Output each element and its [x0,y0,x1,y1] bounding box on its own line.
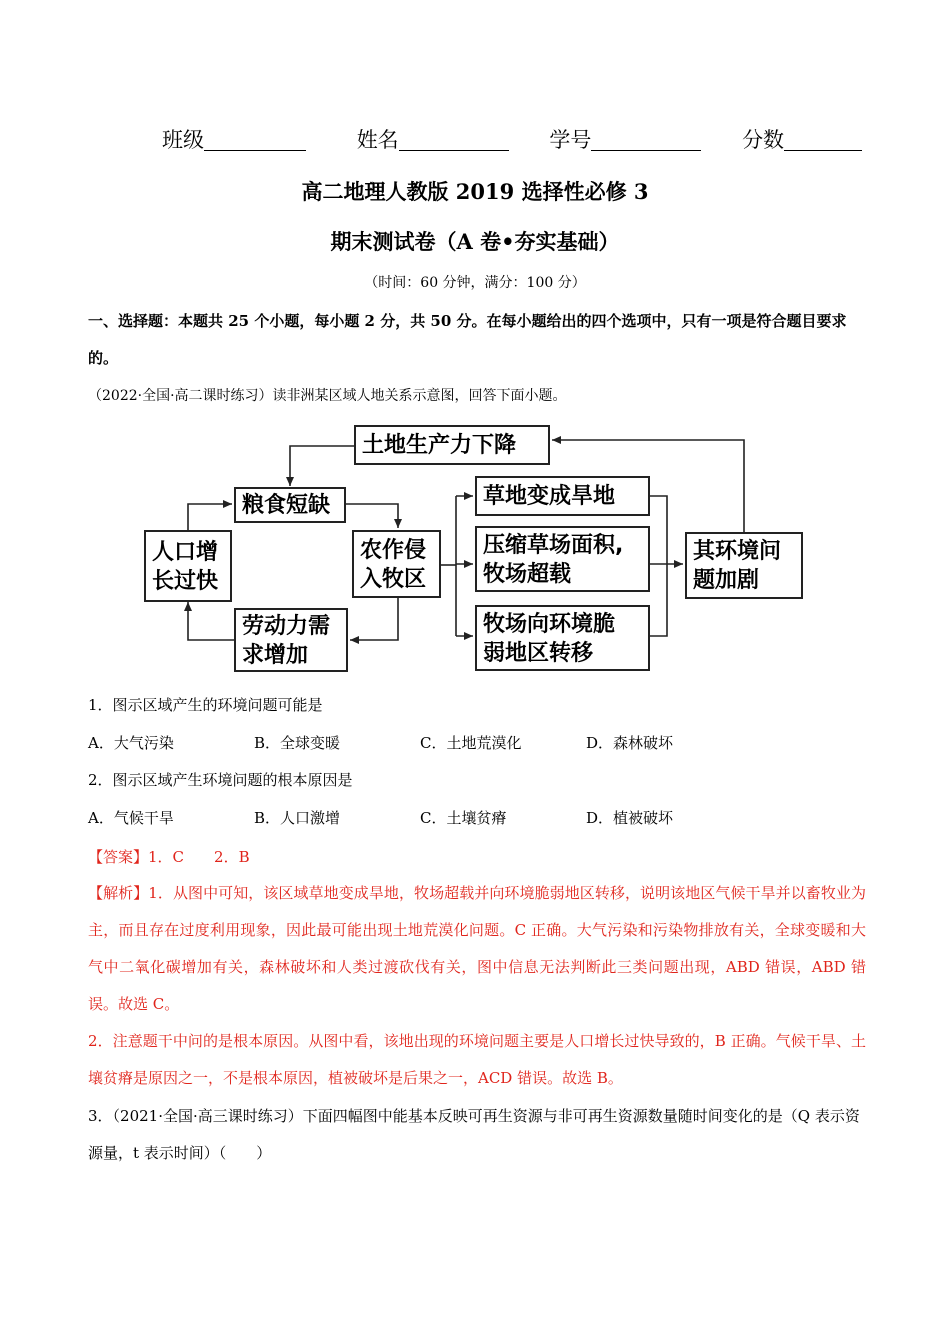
explanation-2: 2．注意题干中问的是根本原因。从图中看，该地出现的环境问题主要是人口增长过快导致的，B 正确。气候干旱、土壤贫瘠是原因之一，不是根本原因，植被破坏是后果之一，ACD 错误。故选 B。 [88,1032,866,1087]
box-labor-demand-line1: 劳动力需 [242,614,331,639]
class-label: 班级 [162,128,204,152]
arrow-productivity-to-food [290,446,354,486]
box-env-problems-line2: 题加剧 [693,568,760,593]
explanation-1: 【解析】1．从图中可知，该区域草地变成旱地，牧场超载并向环境脆弱地区转移，说明该地区气候干旱并以畜牧业为主，而且存在过度利用现象，因此最可能出现土地荒漠化问题。C 正确。大气污染和污染物排放有关，全球变暖和大气中二氧化碳增加有关，森林破坏和人类过渡砍伐有关，图中信息无法判断此三类问题出现，ABD 错误，ABD 错误。故选 C。 [88,884,866,1013]
arrow-labor-to-population [188,602,234,640]
arrow-crops-to-labor [350,598,398,640]
q1-option-c[interactable]: C．土地荒漠化 [420,734,522,752]
name-label: 姓名 [356,128,399,152]
document-title: 高二地理人教版 2019 选择性必修 3 [301,179,649,204]
box-population-line1: 人口增 [152,540,219,565]
box-shrink-pasture-line2: 牧场超载 [483,562,572,587]
arrow-population-to-food [188,504,232,530]
box-shrink-pasture [475,526,650,592]
box-land-productivity [354,425,550,465]
student-id-label: 学号 [549,128,592,152]
section-heading: 一、选择题：本题共 25 个小题，每小题 2 分，共 50 分。在每小题给出的四个选项中，只有一项是符合题目要求的。 [88,312,847,367]
question-2-options [88,807,868,828]
score-label: 分数 [742,128,785,152]
question-1-stem: 1．图示区域产生的环境问题可能是 [88,696,323,714]
question-source: （2022·全国·高二课时练习）读非洲某区域人地关系示意图，回答下面小题。 [88,388,567,404]
q2-option-d[interactable]: D．植被破坏 [586,809,674,827]
box-crops-invade-line2: 入牧区 [360,567,427,592]
question-2-stem: 2．图示区域产生环境问题的根本原因是 [88,771,353,789]
time-note: （时间：60 分钟，满分：100 分） [364,275,586,291]
box-env-problems [685,532,803,599]
box-labor-demand-line2: 求增加 [242,643,309,668]
box-pasture-shift-line2: 弱地区转移 [483,641,594,666]
box-shrink-pasture-line1: 压缩草场面积, [483,533,624,558]
box-labor-demand [234,608,348,672]
box-food-shortage-label: 粮食短缺 [242,493,331,518]
box-pasture-shift-line1: 牧场向环境脆 [483,612,616,637]
box-land-productivity-label: 土地生产力下降 [362,433,517,458]
question-1-options [88,732,868,753]
q1-option-d[interactable]: D．森林破坏 [586,734,674,752]
box-food-shortage [234,487,346,523]
box-pasture-shift [475,605,650,671]
q1-option-a[interactable]: A．大气污染 [88,734,174,752]
box-env-problems-line1: 其环境问 [693,539,782,564]
q2-option-b[interactable]: B．人口激增 [254,809,341,827]
box-population-line2: 长过快 [152,569,219,594]
box-crops-invade-line1: 农作侵 [360,538,427,563]
question-3-stem: 3．（2021·全国·高三课时练习）下面四幅图中能基本反映可再生资源与非可再生资源数量随时间变化的是（Q 表示资源量，t 表示时间）（ ） [88,1107,860,1162]
box-population [144,530,232,602]
q1-option-b[interactable]: B．全球变暖 [254,734,341,752]
q2-option-c[interactable]: C．土壤贫瘠 [420,809,507,827]
box-grass-to-dry [475,476,650,516]
box-grass-to-dry-label: 草地变成旱地 [483,484,616,509]
answer-line: 【答案】1．C 2．B [88,848,250,866]
q2-option-a[interactable]: A．气候干旱 [88,809,174,827]
arrow-food-to-crops [346,504,398,528]
document-subtitle: 期末测试卷（A 卷•夯实基础） [330,229,620,254]
box-crops-invade [352,530,441,598]
